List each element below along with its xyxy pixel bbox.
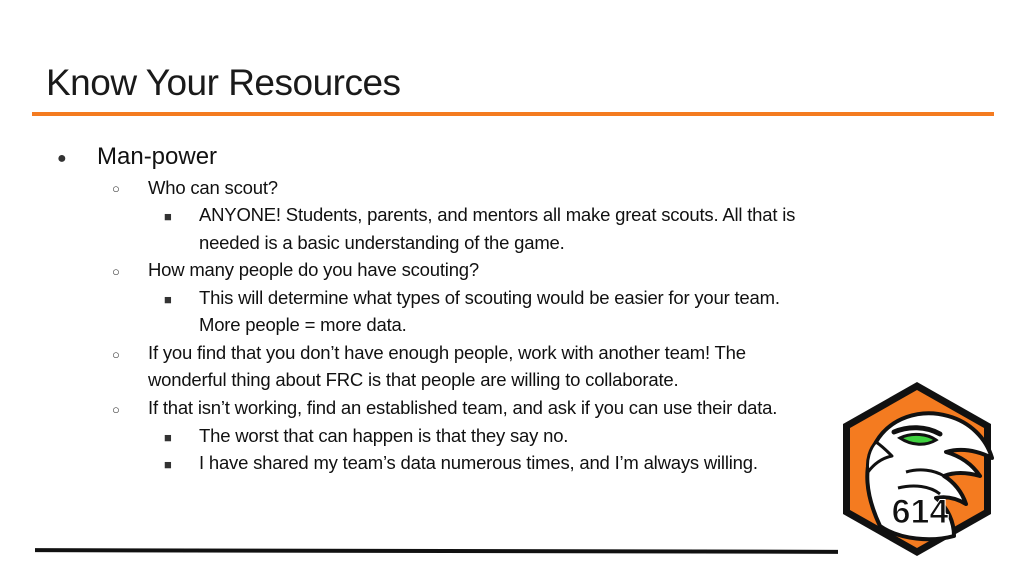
- bullet-square-icon: ■: [164, 292, 172, 307]
- bullet-square-icon: ■: [164, 209, 172, 224]
- bullet-circle-icon: ○: [112, 181, 120, 196]
- bullet-man-power: Man-power: [97, 143, 218, 170]
- bullet-who-can-scout: Who can scout?: [148, 177, 278, 198]
- bullet-circle-icon: ○: [112, 264, 120, 279]
- bullet-shared: I have shared my team’s data numerous times, and I’m always willing.: [199, 452, 758, 473]
- team-614-logo-icon: [836, 376, 998, 562]
- bullet-isnt-working: If that isn’t working, find an established team, and ask if you can use their data.: [148, 397, 778, 418]
- bullet-how-many: How many people do you have scouting?: [148, 259, 479, 280]
- title-divider: [32, 112, 994, 116]
- bullet-circle-icon: ○: [112, 402, 120, 417]
- bullet-disc-icon: ●: [57, 150, 67, 167]
- bullet-not-enough-line1: If you find that you don’t have enough people, work with another team! The: [148, 342, 746, 363]
- bullet-anyone-line2: needed is a basic understanding of the game.: [199, 232, 565, 253]
- bullet-square-icon: ■: [164, 430, 172, 445]
- bullet-determine-line2: More people = more data.: [199, 314, 407, 335]
- bullet-determine-line1: This will determine what types of scouting would be easier for your team.: [199, 287, 780, 308]
- bullet-not-enough-line2: wonderful thing about FRC is that people are willing to collaborate.: [148, 369, 679, 390]
- bullet-square-icon: ■: [164, 457, 172, 472]
- bullet-worst: The worst that can happen is that they say no.: [199, 425, 569, 446]
- logo-number: 614: [891, 493, 949, 531]
- slide-title: Know Your Resources: [46, 62, 401, 103]
- bullet-circle-icon: ○: [112, 347, 120, 362]
- bullet-anyone-line1: ANYONE! Students, parents, and mentors all make great scouts. All that is: [199, 204, 796, 225]
- footer-divider: [35, 548, 838, 554]
